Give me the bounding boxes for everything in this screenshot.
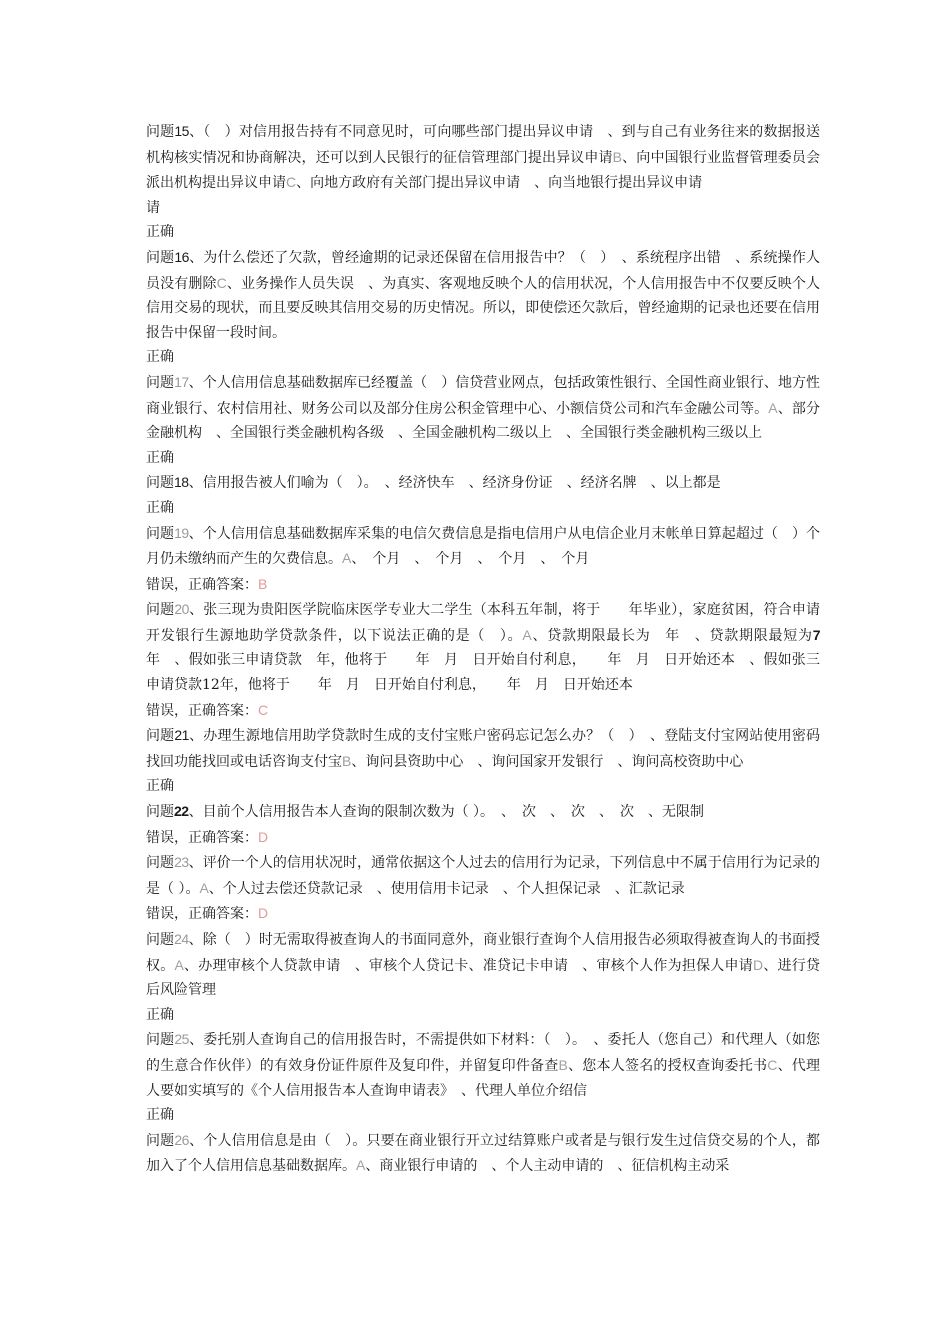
result-label: 正确 bbox=[146, 778, 174, 795]
question-number: 18 bbox=[174, 474, 189, 491]
question-15 bbox=[146, 119, 820, 220]
question-text: 、个人信用信息基础数据库已经覆盖（ ）信贷营业网点，包括政策性银行、全国性商业银行、地方性商业银行、农村信用社、财务公司以及部分住房公积金管理中心、小额信贷公司和汽车金融公司等。 bbox=[146, 374, 820, 417]
question-number: 24 bbox=[174, 931, 189, 947]
result-label: 错误，正确答案： bbox=[146, 829, 258, 846]
question-text: 、个人信用信息基础数据库采集的电信欠费信息是指电信用户从电信企业月末帐单日算起超过（ ）个月仍未缴纳而产生的欠费信息。 bbox=[146, 525, 820, 568]
answer-letter: D bbox=[258, 828, 269, 845]
option-letter: B bbox=[558, 1056, 568, 1073]
question-prefix: 问题 bbox=[146, 1032, 175, 1049]
question-text: 、您本人签名的授权查询委托书 bbox=[567, 1057, 768, 1074]
option-letter: A bbox=[199, 879, 209, 896]
question-text: 、除（ ）时无需取得被查询人的书面同意外，商业银行查询个人信用报告必须取得被查询人的书面授权。 bbox=[146, 932, 820, 974]
question-text: 、为什么偿还了欠款，曾经逾期的记录还保留在信用报告中？（ ） 、系统程序出错 、系统操作人员没有删除 bbox=[146, 249, 820, 292]
question-16 bbox=[146, 245, 820, 345]
question-prefix: 问题 bbox=[146, 804, 174, 821]
answer-letter: B bbox=[258, 575, 268, 592]
question-17 bbox=[146, 370, 820, 446]
emphasized-number: 7 bbox=[812, 626, 821, 643]
option-letter: B bbox=[612, 148, 623, 165]
question-text: 、张三现为贵阳医学院临床医学专业大二学生（本科五年制，将于 年毕业），家庭贫困，符合申请开发银行生源地助学贷款条件，以下说法正确的是（ ）。 bbox=[146, 602, 820, 644]
question-number: 25 bbox=[174, 1031, 189, 1048]
result-label: 正确 bbox=[146, 224, 174, 241]
question-prefix: 问题 bbox=[146, 249, 175, 266]
option-letter: D bbox=[752, 956, 764, 973]
question-prefix: 问题 bbox=[146, 602, 175, 619]
question-prefix: 问题 bbox=[146, 855, 175, 872]
question-text: 、办理生源地信用助学贷款时生成的支付宝账户密码忘记怎么办？（ ） 、登陆支付宝网站使用密码找回功能找回或电话咨询支付宝 bbox=[146, 728, 820, 770]
question-text: 、 个月 、 个月 、 个月 、 个月 bbox=[351, 551, 590, 568]
option-letter: A bbox=[342, 550, 352, 567]
option-letter: A bbox=[356, 1157, 366, 1174]
option-letter: B bbox=[342, 752, 352, 769]
question-prefix: 问题 bbox=[146, 124, 175, 140]
question-number: 23 bbox=[174, 854, 189, 871]
question-text: 、向地方政府有关部门提出异议申请 、向当地银行提出异议申请 bbox=[296, 175, 703, 192]
question-text: 、个人过去偿还贷款记录 、使用信用卡记录 、个人担保记录 、汇款记录 bbox=[208, 880, 685, 897]
result-row bbox=[146, 825, 820, 851]
question-23 bbox=[146, 850, 820, 901]
question-number: 19 bbox=[174, 524, 189, 541]
question-text: 、进行贷后风险管理 bbox=[146, 957, 821, 999]
question-26 bbox=[146, 1128, 820, 1179]
option-letter: C bbox=[286, 174, 297, 191]
answer-letter: D bbox=[258, 905, 269, 922]
question-text: 、委托别人查询自己的信用报告时，不需提供如下材料：（ ）。 、委托人（您自己）和代理人（如您的生意合作伙伴）的有效身份证件原件及复印件，并留复印件备查 bbox=[146, 1032, 821, 1074]
question-text: 、办理审核个人贷款申请 、审核个人贷记卡、准贷记卡申请 、审核个人作为担保人申请 bbox=[183, 957, 753, 974]
question-text: 年 、假如张三申请贷款 年，他将于 年 月 日开始自付利息， 年 月 日开始还本 、假如张三申请贷款 bbox=[146, 652, 820, 694]
question-18 bbox=[146, 470, 820, 496]
question-text: 、代理人要如实填写的《个人信用报告本人查询申请表》 、代理人单位介绍信 bbox=[146, 1057, 821, 1099]
option-letter: A bbox=[174, 956, 184, 973]
question-number: 20 bbox=[174, 601, 189, 618]
question-25 bbox=[146, 1027, 820, 1103]
result-row bbox=[146, 698, 820, 724]
document-page bbox=[146, 119, 820, 1179]
result-label: 正确 bbox=[146, 499, 174, 516]
question-number: 15 bbox=[174, 123, 189, 139]
question-text: 、询问县资助中心 、询问国家开发银行 、询问高校资助中心 bbox=[351, 753, 744, 770]
option-letter: C bbox=[767, 1056, 778, 1073]
result-label: 正确 bbox=[146, 349, 174, 366]
question-text: 、评价一个人的信用状况时，通常依据这个人过去的信用行为记录，下列信息中不属于信用行为记录的是（ ）。 bbox=[146, 855, 820, 897]
question-number: 17 bbox=[174, 373, 189, 390]
question-24 bbox=[146, 927, 820, 1003]
question-22 bbox=[146, 799, 820, 825]
question-number: 21 bbox=[174, 727, 189, 744]
question-20 bbox=[146, 597, 820, 697]
answer-letter: C bbox=[258, 701, 269, 718]
question-text: 、目前个人信用报告本人查询的限制次数为（ ）。 、 次 、 次 、 次 、无限制 bbox=[188, 804, 705, 821]
question-text: 、贷款期限最长为 年 、贷款期限最短为 bbox=[531, 627, 813, 644]
result-row bbox=[146, 901, 820, 927]
question-prefix: 问题 bbox=[146, 374, 175, 391]
question-text: 、个人信用信息是由（ ）。只要在商业银行开立过结算账户或者是与银行发生过信贷交易的个人，都加入了个人信用信息基础数据库。 bbox=[146, 1132, 820, 1175]
result-label: 正确 bbox=[146, 1107, 174, 1124]
question-prefix: 问题 bbox=[146, 525, 175, 542]
question-text: 、部分金融机构 、全国银行类金融机构各级 、全国金融机构二级以上 、全国银行类金融机构三级以上 bbox=[146, 400, 821, 442]
result-row bbox=[146, 572, 820, 598]
question-text: 12年，他将于 年 月 日开始自付利息， 年 月 日开始还本 bbox=[202, 677, 633, 694]
result-label: 正确 bbox=[146, 1006, 174, 1023]
result-label: 错误，正确答案： bbox=[146, 576, 258, 593]
question-text: 、商业银行申请的 、个人主动申请的 、征信机构主动采 bbox=[365, 1158, 730, 1175]
question-text: 、（ ）对信用报告持有不同意见时，可向哪些部门提出异议申请 、到与自己有业务往来的数据报送机构核实情况和协商解决，还可以到人民银行的征信管理部门提出异议申请 bbox=[146, 124, 820, 166]
result-label: 错误，正确答案： bbox=[146, 702, 258, 719]
question-number: 16 bbox=[174, 248, 189, 265]
result-label: 正确 bbox=[146, 449, 174, 466]
option-letter: A bbox=[522, 626, 532, 643]
question-text-tail: 请 bbox=[146, 199, 160, 216]
question-text: 、向中国银行业监督管理委员会派出机构提出异议申请 bbox=[146, 149, 820, 192]
question-prefix: 问题 bbox=[146, 728, 175, 745]
question-prefix: 问题 bbox=[146, 932, 175, 948]
question-number: 26 bbox=[174, 1131, 189, 1148]
question-prefix: 问题 bbox=[146, 1132, 175, 1149]
question-text: 、信用报告被人们喻为（ ）。 、经济快车 、经济身份证 、经济名牌 、以上都是 bbox=[188, 475, 721, 492]
question-number: 22 bbox=[174, 803, 189, 820]
question-21 bbox=[146, 723, 820, 774]
question-19 bbox=[146, 521, 820, 572]
result-label: 错误，正确答案： bbox=[146, 906, 258, 923]
option-letter: C bbox=[216, 274, 227, 291]
question-text: 、业务操作人员失误 、为真实、客观地反映个人的信用状况，个人信用报告中不仅要反映个人信用交易的现状，而且要反映其信用交易的历史情况。所以，即使偿还欠款后，曾经逾期的记录也还要在信用报告中保留一段时间。 bbox=[146, 275, 820, 341]
question-prefix: 问题 bbox=[146, 475, 174, 492]
option-letter: A bbox=[768, 399, 778, 416]
